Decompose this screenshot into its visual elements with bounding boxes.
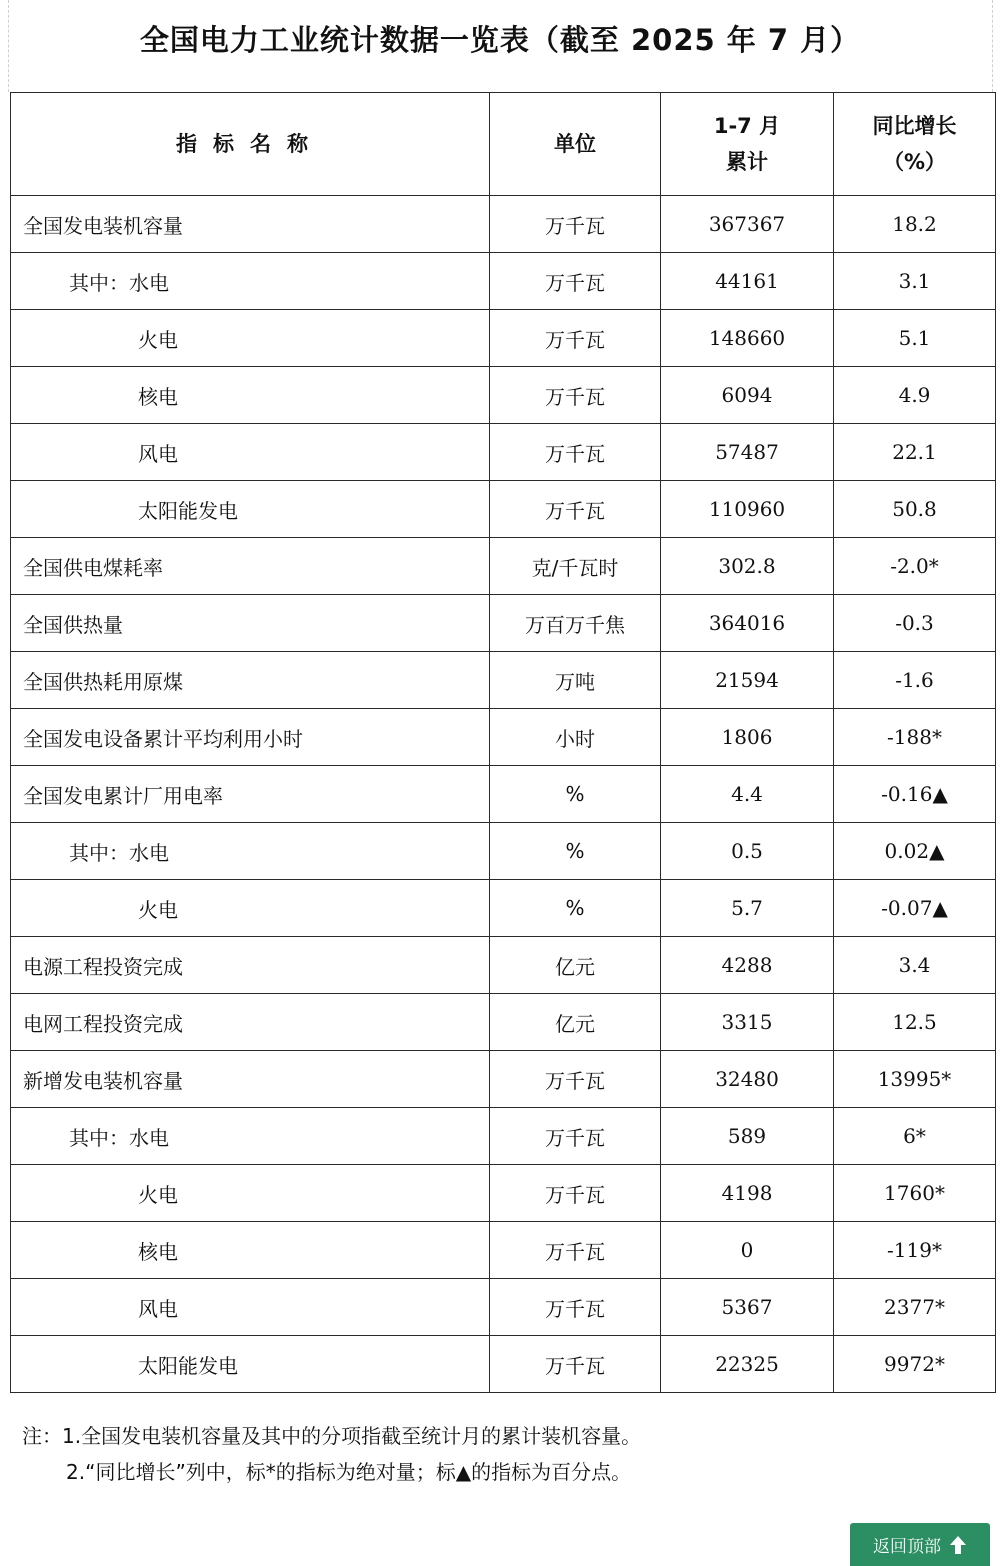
table-row xyxy=(11,367,996,424)
cell-unit: 万吨 xyxy=(490,652,661,709)
cell-unit: 小时 xyxy=(490,709,661,766)
cell-yoy: 12.5 xyxy=(834,994,996,1051)
cell-unit: 万千瓦 xyxy=(490,1336,661,1393)
table-row xyxy=(11,1336,996,1393)
cell-cumulative: 364016 xyxy=(661,595,834,652)
cell-yoy: 9972* xyxy=(834,1336,996,1393)
cell-unit: 万千瓦 xyxy=(490,196,661,253)
cell-indicator-name: 新增发电装机容量 xyxy=(11,1051,490,1108)
cell-cumulative: 4198 xyxy=(661,1165,834,1222)
cell-unit: 克/千瓦时 xyxy=(490,538,661,595)
cell-unit: 万千瓦 xyxy=(490,481,661,538)
cell-yoy: 2377* xyxy=(834,1279,996,1336)
cell-unit: % xyxy=(490,880,661,937)
cell-indicator-name: 风电 xyxy=(11,1279,490,1336)
cell-indicator-name: 全国供热量 xyxy=(11,595,490,652)
table-row xyxy=(11,310,996,367)
cell-indicator-name: 电源工程投资完成 xyxy=(11,937,490,994)
header-yoy xyxy=(834,93,996,196)
table-row xyxy=(11,766,996,823)
notes xyxy=(22,1418,982,1490)
cell-indicator-name: 风电 xyxy=(11,424,490,481)
cell-indicator-name: 全国供热耗用原煤 xyxy=(11,652,490,709)
cell-yoy: 4.9 xyxy=(834,367,996,424)
cell-cumulative: 6094 xyxy=(661,367,834,424)
cell-yoy: 3.1 xyxy=(834,253,996,310)
cell-unit: 万千瓦 xyxy=(490,310,661,367)
table-row xyxy=(11,196,996,253)
cell-yoy: -0.3 xyxy=(834,595,996,652)
cell-unit: % xyxy=(490,766,661,823)
cell-unit: 万千瓦 xyxy=(490,1165,661,1222)
cell-yoy: -0.07▲ xyxy=(834,880,996,937)
cell-cumulative: 22325 xyxy=(661,1336,834,1393)
table-row xyxy=(11,994,996,1051)
table-row xyxy=(11,1051,996,1108)
header-yoy-line1: 同比增长 xyxy=(872,114,957,138)
cell-yoy: 1760* xyxy=(834,1165,996,1222)
cell-cumulative: 3315 xyxy=(661,994,834,1051)
table-row xyxy=(11,1108,996,1165)
cell-indicator-name: 其中：水电 xyxy=(11,823,490,880)
page-title: 全国电力工业统计数据一览表（截至 2025 年 7 月） xyxy=(139,23,861,57)
cell-unit: 万千瓦 xyxy=(490,1279,661,1336)
cell-yoy: 3.4 xyxy=(834,937,996,994)
table-row xyxy=(11,1222,996,1279)
cell-indicator-name: 核电 xyxy=(11,367,490,424)
cell-yoy: -188* xyxy=(834,709,996,766)
back-to-top-label: 返回顶部 xyxy=(873,1537,941,1557)
cell-cumulative: 0 xyxy=(661,1222,834,1279)
cell-yoy: 0.02▲ xyxy=(834,823,996,880)
cell-unit: 万千瓦 xyxy=(490,253,661,310)
table-row xyxy=(11,880,996,937)
table-row xyxy=(11,424,996,481)
cell-cumulative: 1806 xyxy=(661,709,834,766)
cell-indicator-name: 火电 xyxy=(11,310,490,367)
note-2: 2.“同比增长”列中，标*的指标为绝对量；标▲的指标为百分点。 xyxy=(66,1460,632,1484)
cell-indicator-name: 火电 xyxy=(11,880,490,937)
cell-indicator-name: 其中：水电 xyxy=(11,1108,490,1165)
table-body xyxy=(11,196,996,1393)
cell-yoy: 50.8 xyxy=(834,481,996,538)
cell-indicator-name: 太阳能发电 xyxy=(11,481,490,538)
cell-unit: 万千瓦 xyxy=(490,367,661,424)
cell-indicator-name: 电网工程投资完成 xyxy=(11,994,490,1051)
cell-yoy: -2.0* xyxy=(834,538,996,595)
cell-cumulative: 4288 xyxy=(661,937,834,994)
cell-indicator-name: 全国发电装机容量 xyxy=(11,196,490,253)
cell-cumulative: 44161 xyxy=(661,253,834,310)
table-row xyxy=(11,1279,996,1336)
cell-yoy: -0.16▲ xyxy=(834,766,996,823)
table-row xyxy=(11,1165,996,1222)
cell-indicator-name: 太阳能发电 xyxy=(11,1336,490,1393)
cell-yoy: -119* xyxy=(834,1222,996,1279)
cell-cumulative: 4.4 xyxy=(661,766,834,823)
cell-indicator-name: 火电 xyxy=(11,1165,490,1222)
cell-cumulative: 5.7 xyxy=(661,880,834,937)
table-row xyxy=(11,481,996,538)
cell-cumulative: 57487 xyxy=(661,424,834,481)
table-row xyxy=(11,709,996,766)
header-name: 指标名称 xyxy=(11,93,490,196)
cell-yoy: -1.6 xyxy=(834,652,996,709)
cell-indicator-name: 全国供电煤耗率 xyxy=(11,538,490,595)
cell-yoy: 6* xyxy=(834,1108,996,1165)
cell-cumulative: 302.8 xyxy=(661,538,834,595)
cell-unit: 万千瓦 xyxy=(490,1051,661,1108)
table-row xyxy=(11,937,996,994)
cell-indicator-name: 其中：水电 xyxy=(11,253,490,310)
cell-unit: % xyxy=(490,823,661,880)
arrow-up-icon xyxy=(949,1535,967,1555)
table-row xyxy=(11,823,996,880)
table-header-row xyxy=(11,93,996,196)
header-cumulative-line2: 累计 xyxy=(726,150,768,174)
cell-indicator-name: 核电 xyxy=(11,1222,490,1279)
statistics-table xyxy=(10,92,996,1393)
cell-yoy: 13995* xyxy=(834,1051,996,1108)
cell-unit: 万千瓦 xyxy=(490,1222,661,1279)
cell-cumulative: 5367 xyxy=(661,1279,834,1336)
back-to-top-button[interactable] xyxy=(850,1523,990,1566)
cell-yoy: 18.2 xyxy=(834,196,996,253)
cell-unit: 亿元 xyxy=(490,937,661,994)
cell-unit: 万百万千焦 xyxy=(490,595,661,652)
cell-yoy: 22.1 xyxy=(834,424,996,481)
cell-yoy: 5.1 xyxy=(834,310,996,367)
cell-cumulative: 110960 xyxy=(661,481,834,538)
cell-unit: 亿元 xyxy=(490,994,661,1051)
cell-cumulative: 32480 xyxy=(661,1051,834,1108)
header-cumulative-line1: 1-7 月 xyxy=(713,114,781,138)
header-unit: 单位 xyxy=(490,93,661,196)
cell-cumulative: 0.5 xyxy=(661,823,834,880)
cell-cumulative: 589 xyxy=(661,1108,834,1165)
header-cumulative xyxy=(661,93,834,196)
cell-indicator-name: 全国发电累计厂用电率 xyxy=(11,766,490,823)
cell-unit: 万千瓦 xyxy=(490,424,661,481)
cell-cumulative: 148660 xyxy=(661,310,834,367)
table-row xyxy=(11,253,996,310)
cell-cumulative: 367367 xyxy=(661,196,834,253)
cell-indicator-name: 全国发电设备累计平均利用小时 xyxy=(11,709,490,766)
header-yoy-line2: （%） xyxy=(882,150,947,174)
cell-cumulative: 21594 xyxy=(661,652,834,709)
cell-unit: 万千瓦 xyxy=(490,1108,661,1165)
table-row xyxy=(11,595,996,652)
note-1: 注：1.全国发电装机容量及其中的分项指截至统计月的累计装机容量。 xyxy=(22,1424,642,1448)
table-row xyxy=(11,538,996,595)
table-row xyxy=(11,652,996,709)
